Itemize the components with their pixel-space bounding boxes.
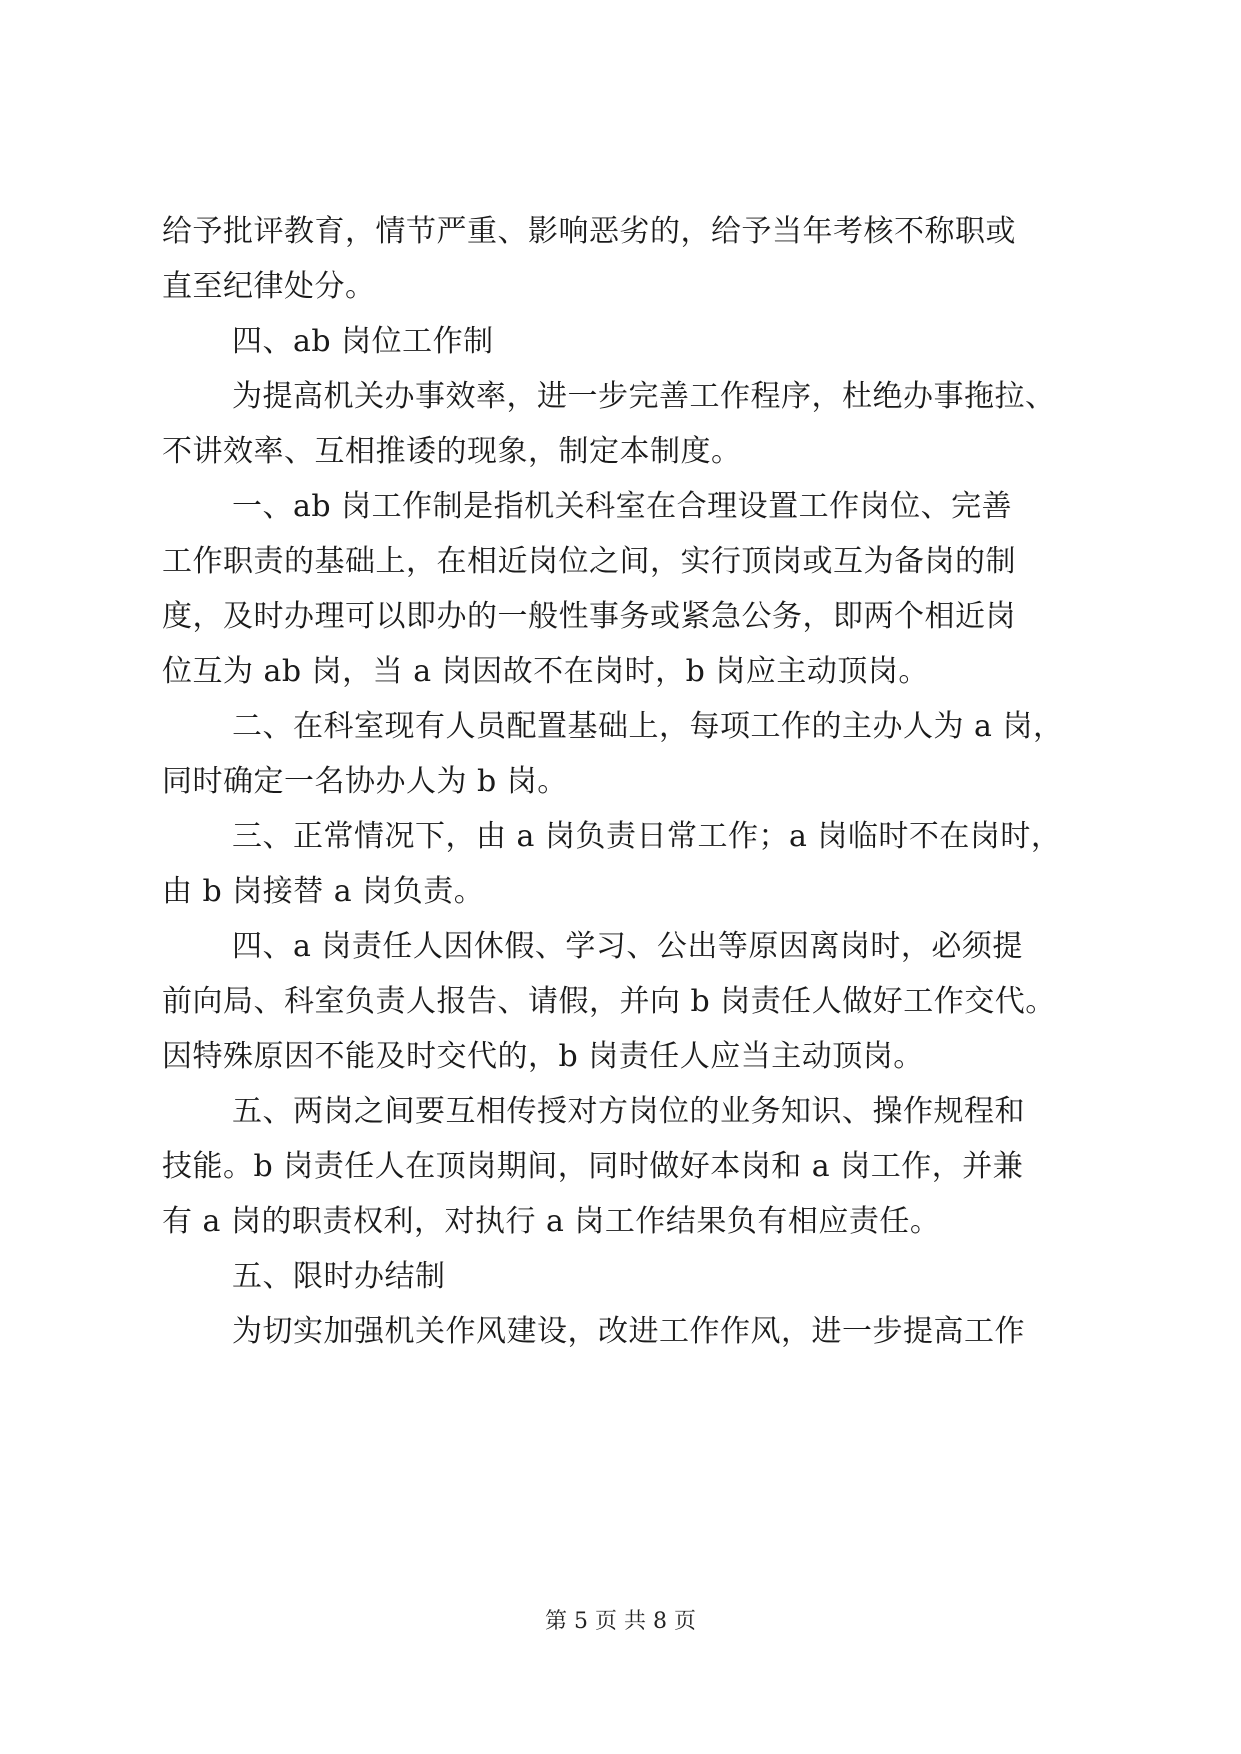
text-line: 为提高机关办事效率，进一步完善工作程序，杜绝办事拖拉、 [232, 379, 1056, 414]
section-heading: 五、限时办结制 [232, 1259, 446, 1294]
text-line: 工作职责的基础上，在相近岗位之间，实行顶岗或互为备岗的制 [162, 544, 1016, 579]
text-line: 技能。b 岗责任人在顶岗期间，同时做好本岗和 a 岗工作，并兼 [162, 1149, 1024, 1184]
text-line: 位互为 ab 岗，当 a 岗因故不在岗时，b 岗应主动顶岗。 [162, 654, 929, 689]
text-line: 度，及时办理可以即办的一般性事务或紧急公务，即两个相近岗 [162, 599, 1016, 634]
text-line: 有 a 岗的职责权利，对执行 a 岗工作结果负有相应责任。 [162, 1204, 941, 1239]
page-number-footer: 第 5 页 共 8 页 [545, 1609, 696, 1634]
text-line: 一、ab 岗工作制是指机关科室在合理设置工作岗位、完善 [232, 489, 1013, 524]
text-line: 同时确定一名协办人为 b 岗。 [162, 764, 568, 799]
text-line: 不讲效率、互相推诿的现象，制定本制度。 [162, 434, 742, 469]
text-line: 五、两岗之间要互相传授对方岗位的业务知识、操作规程和 [232, 1094, 1025, 1129]
text-line: 由 b 岗接替 a 岗负责。 [162, 874, 485, 909]
text-line: 三、正常情况下，由 a 岗负责日常工作；a 岗临时不在岗时， [232, 819, 1062, 854]
text-line: 为切实加强机关作风建设，改进工作作风，进一步提高工作 [232, 1314, 1025, 1349]
text-line: 二、在科室现有人员配置基础上，每项工作的主办人为 a 岗， [232, 709, 1064, 744]
section-heading: 四、ab 岗位工作制 [232, 324, 494, 359]
text-line: 给予批评教育，情节严重、影响恶劣的，给予当年考核不称职或 [162, 214, 1016, 249]
text-line: 因特殊原因不能及时交代的，b 岗责任人应当主动顶岗。 [162, 1039, 924, 1074]
text-line: 直至纪律处分。 [162, 269, 376, 304]
text-line: 前向局、科室负责人报告、请假，并向 b 岗责任人做好工作交代。 [162, 984, 1056, 1019]
text-line: 四、a 岗责任人因休假、学习、公出等原因离岗时，必须提 [232, 929, 1023, 964]
